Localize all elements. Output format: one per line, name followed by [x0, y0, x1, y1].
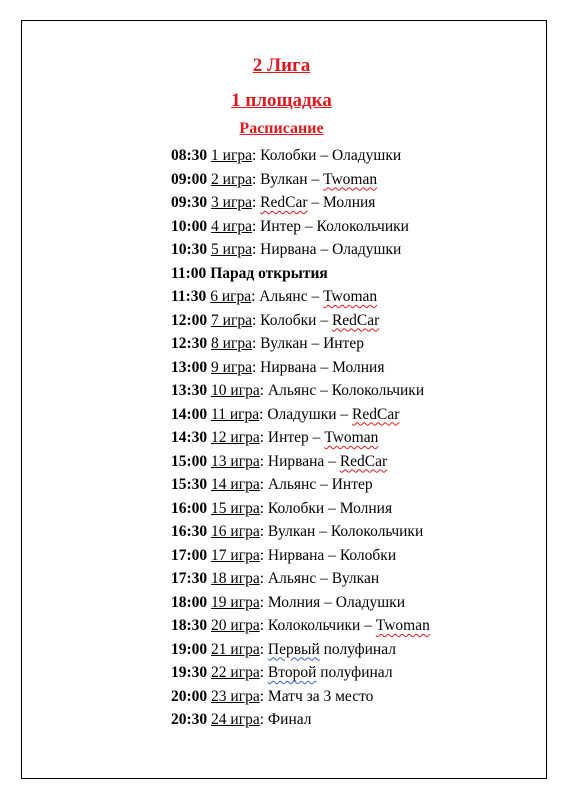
- separator: :: [259, 382, 268, 399]
- separator: :: [251, 241, 261, 258]
- schedule-row: [171, 685, 430, 709]
- game-number: 2 игра: [211, 170, 252, 188]
- separator: :: [259, 593, 268, 611]
- match-teams: Нирвана – Оладушки: [260, 241, 402, 258]
- game-number: 11 игра: [211, 405, 260, 423]
- game-number: 12 игра: [211, 429, 260, 446]
- game-number: 1 игра: [211, 147, 252, 164]
- match-teams: Первый: [267, 640, 320, 658]
- schedule-row: [171, 614, 430, 638]
- match-teams: Twoman: [375, 617, 430, 634]
- match-time: 13:30: [171, 382, 208, 399]
- match-teams: Вулкан –: [260, 170, 324, 188]
- match-time: 14:30: [171, 429, 208, 446]
- match-time: 15:30: [171, 476, 208, 493]
- match-teams: полуфинал: [319, 640, 396, 658]
- match-teams: Колобки –: [260, 311, 332, 329]
- separator: :: [251, 170, 261, 188]
- match-teams: Оладушки –: [267, 405, 353, 423]
- schedule-row: [171, 544, 430, 568]
- game-number: 13 игра: [211, 452, 260, 470]
- schedule-row: [171, 473, 430, 497]
- schedule-row: [171, 567, 430, 591]
- match-teams: Вулкан – Колокольчики: [267, 523, 424, 540]
- match-time: 13:00: [171, 358, 208, 376]
- game-number: 24 игра: [211, 711, 260, 728]
- match-time: 14:00: [171, 405, 208, 423]
- match-time: 20:00: [171, 687, 208, 705]
- schedule-row: [171, 379, 430, 403]
- match-teams: Матч за 3 место: [267, 687, 374, 705]
- match-teams: – Молния: [307, 194, 376, 211]
- separator: :: [251, 288, 260, 305]
- separator: :: [259, 405, 268, 423]
- league-title: 2 Лига: [252, 55, 311, 76]
- match-time: 18:00: [171, 593, 208, 611]
- match-teams: Нирвана – Колобки: [267, 546, 397, 564]
- schedule-row: [171, 520, 430, 544]
- match-time: 19:00: [171, 640, 208, 658]
- event-name: Парад открытия: [210, 264, 328, 282]
- match-teams: RedCar: [352, 405, 400, 423]
- schedule-row: [171, 309, 430, 333]
- separator: :: [259, 429, 268, 446]
- match-teams: Альянс –: [259, 288, 324, 305]
- match-time: 16:00: [171, 499, 208, 517]
- separator: :: [259, 523, 268, 540]
- schedule-row: [171, 708, 430, 732]
- game-number: 4 игра: [211, 217, 252, 235]
- match-time: 19:30: [171, 664, 208, 681]
- schedule-row: [171, 591, 430, 615]
- schedule-row: [171, 332, 430, 356]
- match-teams: Финал: [267, 711, 312, 728]
- schedule-row: [171, 426, 430, 450]
- separator: :: [251, 194, 261, 211]
- game-number: 10 игра: [211, 382, 260, 399]
- game-number: 17 игра: [211, 546, 260, 564]
- schedule-row: [171, 215, 430, 239]
- schedule-row: [171, 285, 430, 309]
- schedule-row: [171, 403, 430, 427]
- match-teams: RedCar: [331, 311, 380, 329]
- match-teams: Интер – Колокольчики: [260, 217, 409, 235]
- separator: :: [259, 476, 268, 493]
- match-time: 15:00: [171, 452, 208, 470]
- game-number: 19 игра: [211, 593, 260, 611]
- match-teams: Вулкан – Интер: [260, 335, 364, 352]
- match-time: 20:30: [171, 711, 208, 728]
- game-number: 6 игра: [210, 288, 252, 305]
- match-teams: Альянс – Вулкан: [267, 570, 380, 587]
- match-teams: Twoman: [323, 288, 378, 305]
- match-teams: RedCar: [260, 194, 308, 211]
- game-number: 21 игра: [211, 640, 260, 658]
- match-time: 16:30: [171, 523, 208, 540]
- separator: :: [251, 358, 261, 376]
- separator: :: [251, 217, 261, 235]
- game-number: 7 игра: [211, 311, 252, 329]
- match-teams: Колобки – Молния: [267, 499, 393, 517]
- match-teams: Интер –: [267, 429, 325, 446]
- game-number: 22 игра: [211, 664, 260, 681]
- schedule-row: [171, 638, 430, 662]
- schedule-row: [171, 450, 430, 474]
- separator: :: [259, 687, 268, 705]
- match-teams: Альянс – Колокольчики: [267, 382, 425, 399]
- schedule-row: [171, 356, 430, 380]
- game-number: 18 игра: [211, 570, 260, 587]
- separator: :: [259, 617, 268, 634]
- match-teams: Twoman: [324, 429, 379, 446]
- separator: :: [259, 711, 268, 728]
- match-teams: Колокольчики –: [267, 617, 376, 634]
- schedule-row: [171, 168, 430, 192]
- match-time: 11:30: [171, 288, 207, 305]
- schedule-row: [171, 661, 430, 685]
- match-time: 12:00: [171, 311, 208, 329]
- match-time: 17:00: [171, 546, 208, 564]
- schedule-row: [171, 144, 430, 168]
- separator: :: [259, 664, 268, 681]
- match-teams: Альянс – Интер: [267, 476, 373, 493]
- game-number: 16 игра: [211, 523, 260, 540]
- match-teams: RedCar: [339, 452, 388, 470]
- match-time: 09:30: [171, 194, 208, 211]
- match-time: 18:30: [171, 617, 208, 634]
- schedule-row: [171, 262, 430, 286]
- match-teams: Twoman: [323, 170, 378, 188]
- separator: :: [251, 311, 261, 329]
- match-time: 12:30: [171, 335, 208, 352]
- separator: :: [251, 147, 261, 164]
- match-teams: Молния – Оладушки: [267, 593, 406, 611]
- schedule-heading: Расписание: [239, 120, 324, 137]
- match-time: 10:00: [171, 217, 208, 235]
- schedule-row: [171, 497, 430, 521]
- separator: :: [259, 546, 268, 564]
- match-teams: Второй: [267, 664, 317, 681]
- match-time: 08:30: [171, 147, 208, 164]
- match-teams: Нирвана – Молния: [260, 358, 385, 376]
- match-time: 17:30: [171, 570, 208, 587]
- game-number: 8 игра: [211, 335, 252, 352]
- separator: :: [259, 452, 268, 470]
- game-number: 15 игра: [211, 499, 260, 517]
- match-teams: Нирвана –: [267, 452, 340, 470]
- venue-title: 1 площадка: [231, 90, 332, 111]
- game-number: 3 игра: [211, 194, 252, 211]
- separator: :: [259, 499, 268, 517]
- schedule-row: [171, 191, 430, 215]
- match-time: 10:30: [171, 241, 208, 258]
- match-time: 09:00: [171, 170, 208, 188]
- game-number: 5 игра: [211, 241, 252, 258]
- game-number: 20 игра: [211, 617, 260, 634]
- match-teams: Колобки – Оладушки: [260, 147, 402, 164]
- separator: :: [259, 570, 268, 587]
- match-time: 11:00: [171, 264, 207, 282]
- game-number: 14 игра: [211, 476, 260, 493]
- match-teams: полуфинал: [316, 664, 393, 681]
- separator: :: [259, 640, 268, 658]
- separator: :: [251, 335, 261, 352]
- game-number: 9 игра: [211, 358, 252, 376]
- game-number: 23 игра: [211, 687, 260, 705]
- schedule-row: [171, 238, 430, 262]
- schedule-list: [171, 144, 430, 732]
